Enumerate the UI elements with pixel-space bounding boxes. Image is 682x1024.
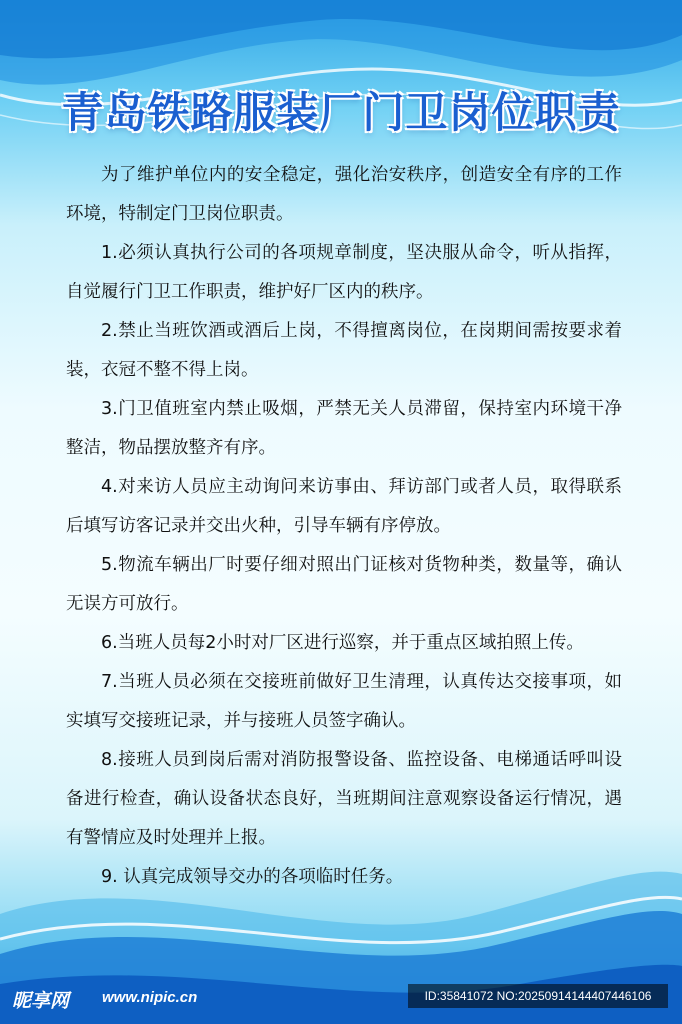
duty-text-body [66, 156, 622, 897]
watermark-url: www.nipic.cn [102, 989, 198, 1006]
intro-paragraph: 为了维护单位内的安全稳定，强化治安秩序，创造安全有序的工作环境，特制定门卫岗位职责。 [66, 165, 622, 224]
watermark-logo: 昵享网 [12, 990, 70, 1012]
watermark-id-badge: ID:35841072 NO:20250914144407446106 [408, 984, 668, 1008]
duty-item-3: 3.门卫值班室内禁止吸烟，严禁无关人员滞留，保持室内环境干净整洁，物品摆放整齐有序。 [66, 399, 622, 458]
duty-item-8: 8.接班人员到岗后需对消防报警设备、监控设备、电梯通话呼叫设备进行检查，确认设备状态良好，当班期间注意观察设备运行情况，遇有警情应及时处理并上报。 [66, 750, 622, 848]
page-title: 青岛铁路服装厂门卫岗位职责 [61, 88, 621, 137]
duty-item-4: 4.对来访人员应主动询问来访事由、拜访部门或者人员，取得联系后填写访客记录并交出火种，引导车辆有序停放。 [66, 477, 622, 536]
duty-item-7: 7.当班人员必须在交接班前做好卫生清理，认真传达交接事项，如实填写交接班记录，并与接班人员签字确认。 [66, 672, 622, 731]
duty-item-6: 6.当班人员每2小时对厂区进行巡察，并于重点区域拍照上传。 [101, 633, 584, 653]
duty-item-9: 9. 认真完成领导交办的各项临时任务。 [101, 867, 404, 887]
duty-item-5: 5.物流车辆出厂时要仔细对照出门证核对货物种类，数量等，确认无误方可放行。 [66, 555, 622, 614]
duty-item-2: 2.禁止当班饮酒或酒后上岗，不得擅离岗位，在岗期间需按要求着装，衣冠不整不得上岗。 [66, 321, 622, 380]
duty-item-1: 1.必须认真执行公司的各项规章制度，坚决服从命令，听从指挥，自觉履行门卫工作职责，维护好厂区内的秩序。 [66, 243, 622, 302]
